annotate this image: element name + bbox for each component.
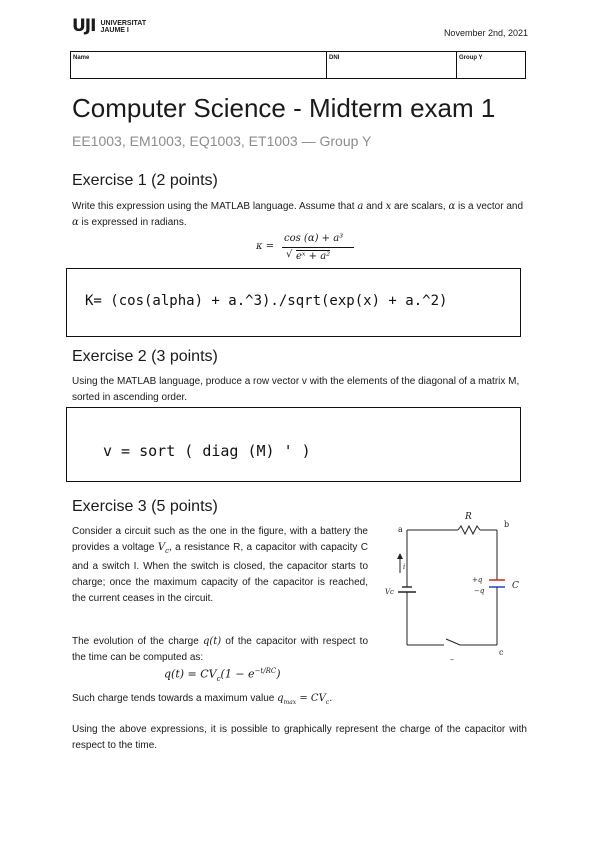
dni-field[interactable]: DNI [327, 52, 457, 78]
ex3-para1-b: , a resistance R, a capacitor with capacity C and a switch I. When the switch is closed, the capacitor starts to charge; once the maximum capacity of the capacitor is reached, the current ceases in the circuit. [72, 542, 368, 604]
university-logo [72, 18, 146, 35]
resistor-icon [458, 526, 480, 534]
exercise-2-answer: v = sort ( diag (M) ' ) [103, 442, 311, 460]
logo-text [100, 20, 146, 34]
student-id-box [70, 51, 526, 79]
ex1-formula [256, 233, 376, 267]
current-arrowhead-icon [397, 553, 403, 559]
qmax-dot: . [329, 693, 333, 704]
ex3-para2-a: The evolution of the charge [72, 636, 199, 647]
eq-close: ) [276, 667, 281, 681]
exercise-3-paragraph-3 [72, 691, 527, 711]
ex1-text-3: are scalars, [393, 201, 446, 212]
ex1-text-5: is expressed in radians. [81, 217, 187, 228]
exercise-3-paragraph-4: Using the above expressions, it is possible to graphically represent the charge of the capacitor with respect to the time. [72, 724, 527, 751]
logo-line-1: UNIVERSITAT [100, 19, 147, 27]
label-d: – [450, 655, 454, 664]
ex3-qmax [277, 693, 332, 704]
qmax-eq-sub: c [325, 699, 330, 706]
logo-mark: UJI [72, 16, 96, 36]
ex3-vc-main: V [157, 542, 166, 553]
qmax-eq: = CV [299, 693, 326, 704]
exam-date: November 2nd, 2021 [443, 28, 528, 38]
ex1-text-1: Write this expression using the MATLAB language. Assume that [72, 201, 355, 212]
ex1-text-2: and [366, 201, 383, 212]
ex1-var-alpha: α [448, 201, 456, 212]
label-vc: Vc [385, 588, 394, 596]
page-title: Computer Science - Midterm exam 1 [72, 93, 496, 123]
name-field[interactable]: Name [71, 52, 327, 78]
page-subtitle: EE1003, EM1003, EQ1003, ET1003 — Group Y [72, 133, 372, 149]
exercise-2-statement: Using the MATLAB language, produce a row vector v with the elements of the diagonal of a matrix M, sorted in ascending order. [72, 376, 520, 403]
fraction-bar [282, 247, 354, 248]
eq-exponent: −t/RC [254, 667, 277, 675]
exercise-1-statement [72, 199, 527, 231]
exercise-1-answer-box[interactable] [66, 268, 521, 337]
exercise-3-paragraph-1 [72, 524, 368, 607]
rc-circuit-diagram [380, 505, 530, 670]
exercise-3-paragraph-2 [72, 634, 368, 666]
exercise-2-heading: Exercise 2 (3 points) [72, 348, 218, 365]
ex3-qt: q(t) [202, 636, 222, 647]
qmax-sub: max [283, 699, 297, 706]
formula-numerator: cos (α) + a³ [284, 233, 344, 244]
label-b: b [504, 520, 510, 529]
exercise-1-heading: Exercise 1 (2 points) [72, 172, 218, 189]
switch-icon [446, 639, 460, 645]
eq-sub: c [216, 674, 221, 683]
qmax-main: q [277, 693, 284, 704]
eq-part-1: q(t) = CV [164, 667, 217, 681]
ex1-var-alpha-2: α [72, 217, 79, 228]
label-c: c [499, 648, 504, 657]
ex1-text-4: is a vector and [458, 201, 524, 212]
label-plus-q: +q [472, 576, 483, 584]
ex3-para3-a: Such charge tends towards a maximum value [72, 693, 275, 704]
eq-part-2: (1 − e [220, 667, 255, 681]
ex3-vc [158, 542, 169, 553]
ex3-vc-sub: c [165, 547, 169, 555]
ex3-para2-b: of the capacitor with respect to the time can be computed as: [72, 636, 369, 663]
sqrt-icon: √ [286, 249, 293, 260]
ex1-var-a: a [357, 201, 364, 212]
exercise-3-heading: Exercise 3 (5 points) [72, 498, 218, 515]
group-field: Group Y [459, 55, 483, 61]
formula-lhs: κ = [256, 241, 275, 252]
ex1-var-x: x [385, 201, 392, 212]
exercise-2-answer-box[interactable] [66, 407, 521, 482]
label-R: R [465, 512, 472, 522]
label-i: i [403, 563, 406, 571]
label-C: C [512, 581, 519, 591]
logo-line-2: JAUME I [100, 26, 129, 34]
exercise-1-answer: K= (cos(alpha) + a.^3)./sqrt(exp(x) + a.^2) [85, 293, 448, 309]
ex3-charge-equation [164, 667, 281, 683]
formula-denominator: eˣ + a² [296, 251, 331, 262]
ex3-para1-a: Consider a circuit such as the one in the figure, with a battery the provides a voltage [72, 526, 368, 553]
label-a: a [398, 525, 403, 534]
label-minus-q: −q [474, 587, 485, 595]
